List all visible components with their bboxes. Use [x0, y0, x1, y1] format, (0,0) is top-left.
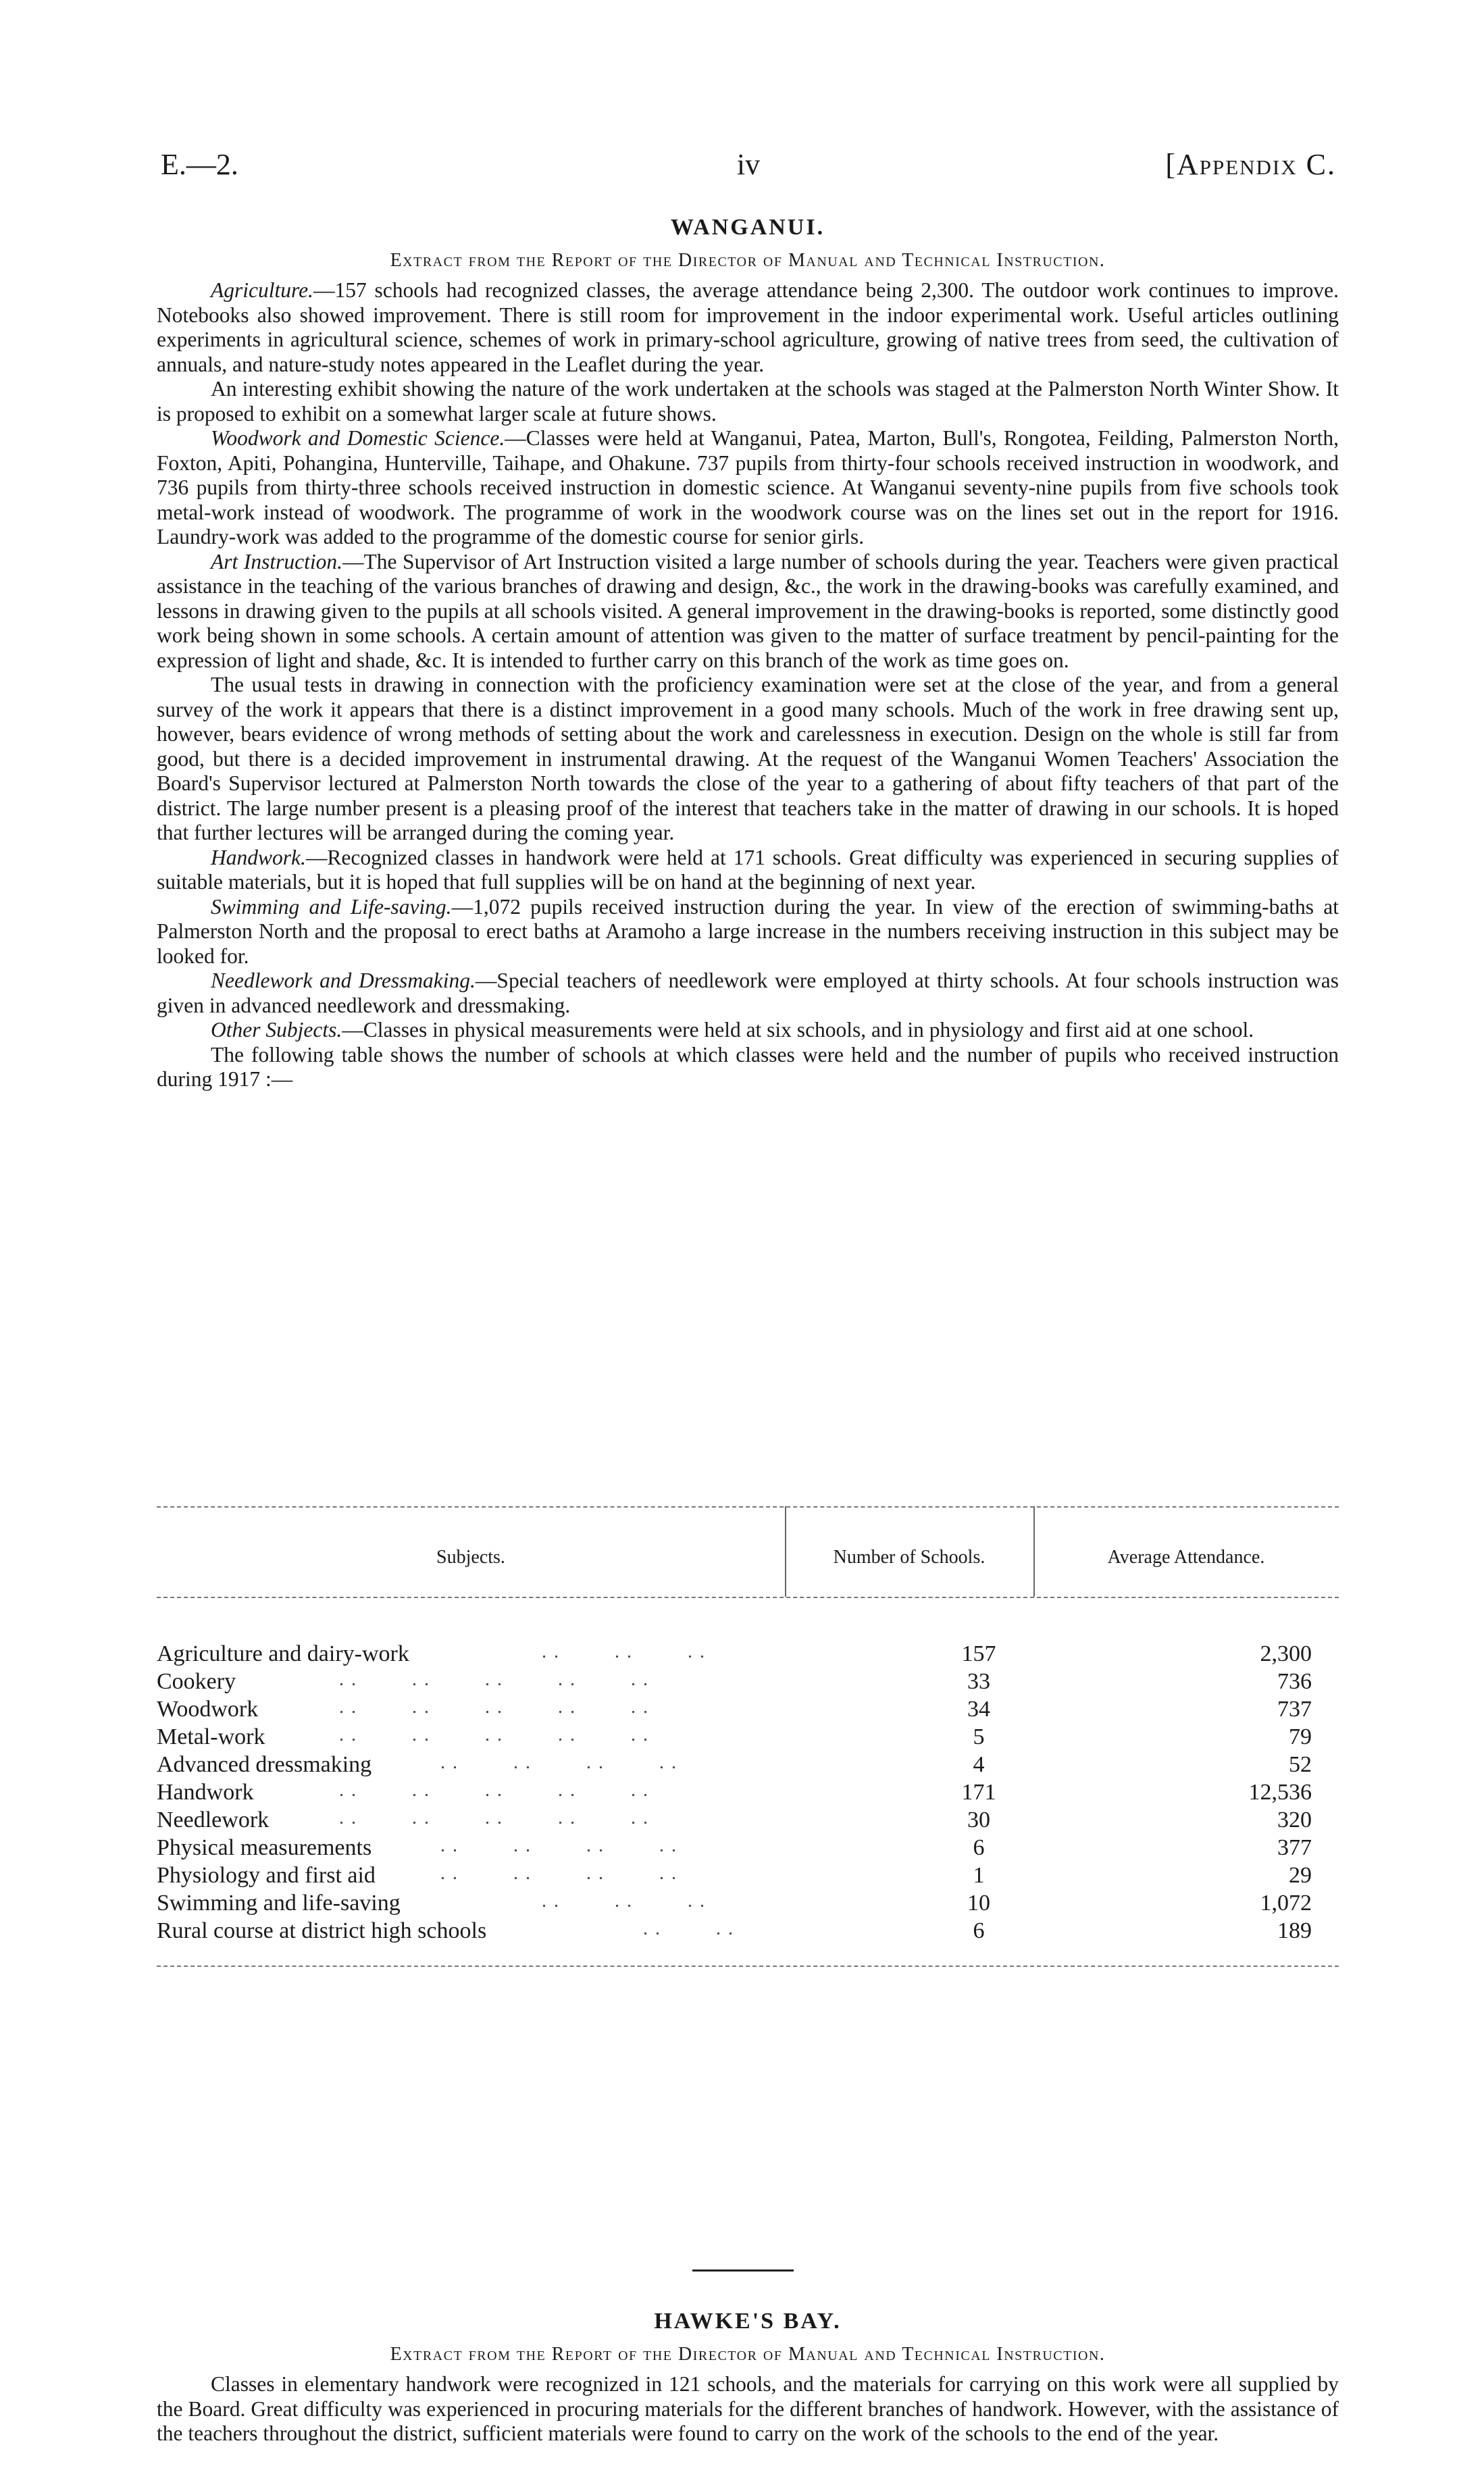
- table-top-rule: [157, 1506, 1339, 1508]
- table-row: [157, 1752, 1339, 1779]
- row-schools: 157: [961, 1641, 996, 1666]
- row-schools: 33: [967, 1669, 990, 1694]
- leader-dots: . . . . . .: [542, 1641, 706, 1662]
- row-attendance: 12,536: [1248, 1780, 1312, 1805]
- paragraph-text: Classes in elementary handwork were recognized in 121 schools, and the materials for carrying on this work were all supplied by the Board. Great difficulty was experienced in procuring materials for the different branches of handwork. However, with the assistance of the teachers throughout the district, sufficient materials were found to carry on the work of the schools to the end of the year.: [157, 2372, 1339, 2445]
- table-row: [157, 1780, 1339, 1807]
- header-average-attendance: Average Attendance.: [1107, 1547, 1265, 1568]
- row-subject: Handwork: [157, 1780, 254, 1805]
- row-attendance: 1,072: [1260, 1891, 1312, 1916]
- row-schools: 171: [961, 1780, 996, 1805]
- paragraph-table-intro: [157, 1043, 1339, 1092]
- paragraph-elementary-handwork: [157, 2372, 1339, 2446]
- paragraph-heading: Woodwork and Domestic Science.: [211, 426, 505, 450]
- row-schools: 4: [973, 1752, 985, 1777]
- hawkes-bay-extract-heading: Extract from the Report of the Director of Manual and Technical Instruction.: [390, 2344, 1106, 2365]
- row-schools: 30: [967, 1807, 990, 1832]
- leader-dots: . . . . . . . .: [440, 1752, 677, 1773]
- page-header: [161, 147, 1336, 188]
- row-subject: Rural course at district high schools: [157, 1918, 487, 1943]
- row-subject: Physiology and first aid: [157, 1863, 376, 1888]
- leader-dots: . . . . . . . .: [440, 1863, 677, 1884]
- paragraph-heading: Swimming and Life-saving.: [211, 894, 452, 919]
- table-row: [157, 1724, 1339, 1751]
- row-attendance: 737: [1277, 1697, 1312, 1722]
- table-header-rule: [157, 1597, 1339, 1598]
- section-separator: [692, 2269, 794, 2272]
- leader-dots: . . . . . . . .: [440, 1835, 677, 1856]
- header-page-number: iv: [736, 148, 761, 181]
- wanganui-extract-heading: Extract from the Report of the Director of Manual and Technical Instruction.: [390, 250, 1106, 271]
- header-number-of-schools: Number of Schools.: [833, 1547, 986, 1568]
- paragraph-exhibit: [157, 377, 1339, 426]
- leader-dots: . . . . . .: [542, 1891, 706, 1911]
- leader-dots: . . . . . . . . . .: [339, 1807, 649, 1828]
- leader-dots: . . . . . . . . . .: [339, 1780, 649, 1801]
- table-row: [157, 1891, 1339, 1918]
- wanganui-section: [157, 215, 1339, 1092]
- paragraph-text: The following table shows the number of schools at which classes were held and the number of pupils who received instruction during 1917 :—: [157, 1042, 1339, 1091]
- table-row: [157, 1807, 1339, 1834]
- paragraph-text: —1,072 pupils received instruction during the year. In view of the erection of swimming-baths at Palmerston North and the proposal to erect baths at Aramoho a large increase in the numbers receiving instruction in this subject may be looked for.: [157, 894, 1339, 968]
- row-subject: Cookery: [157, 1669, 236, 1694]
- header-appendix: [Appendix C.: [1165, 148, 1336, 181]
- table-row: [157, 1669, 1339, 1696]
- leader-dots: . . . . . . . . . .: [339, 1669, 649, 1690]
- table-bottom-rule: [157, 1966, 1339, 1967]
- row-attendance: 736: [1277, 1669, 1312, 1694]
- row-schools: 10: [967, 1891, 990, 1916]
- hawkes-bay-title: HAWKE'S BAY.: [654, 2309, 842, 2334]
- paragraph-heading: Needlework and Dressmaking.: [211, 969, 476, 992]
- hawkes-bay-section: [157, 2309, 1339, 2446]
- paragraph-text: —Recognized classes in handwork were held at 171 schools. Great difficulty was experienced in securing supplies of suitable materials, but it is hoped that full supplies will be on hand at the beginning of next year.: [157, 845, 1339, 894]
- paragraph-text: —Classes in physical measurements were held at six schools, and in physiology and first aid at one school.: [342, 1018, 1254, 1042]
- row-schools: 6: [973, 1918, 985, 1943]
- row-schools: 5: [973, 1724, 985, 1749]
- row-attendance: 377: [1277, 1835, 1312, 1860]
- table-row: [157, 1918, 1339, 1945]
- leader-dots: . . . . . . . . . .: [339, 1724, 649, 1745]
- row-schools: 6: [973, 1835, 985, 1860]
- hawkes-bay-body: [157, 2372, 1339, 2446]
- row-subject: Advanced dressmaking: [157, 1752, 372, 1777]
- leader-dots: . . . . . . . . . .: [339, 1697, 649, 1718]
- paragraph-agriculture: [157, 278, 1339, 377]
- classes-table: [157, 1506, 1339, 1979]
- row-subject: Needlework: [157, 1807, 270, 1832]
- header-subjects: Subjects.: [436, 1547, 505, 1568]
- paragraph-heading: Art Instruction.: [211, 549, 342, 573]
- row-subject: Woodwork: [157, 1697, 259, 1722]
- paragraph-drawing-tests: [157, 673, 1339, 846]
- table-row: [157, 1863, 1339, 1890]
- paragraph-other-subjects: [157, 1018, 1339, 1043]
- paragraph-text: —Special teachers of needlework were employed at thirty schools. At four schools instruction was given in advanced needlework and dressmaking.: [157, 969, 1339, 1017]
- wanganui-title: WANGANUI.: [670, 215, 825, 240]
- row-attendance: 79: [1289, 1724, 1312, 1749]
- row-subject: Swimming and life-saving: [157, 1891, 401, 1916]
- paragraph-text: —157 schools had recognized classes, the average attendance being 2,300. The outdoor work continues to improve. Notebooks also showed improvement. There is still room for improvement in the indoor experimental work. Useful articles outlining experiments in agricultural science, schemes of work in primary-school agriculture, growing of native trees from seed, the cultivation of annuals, and nature-study notes appeared in the Leaflet during the year.: [157, 278, 1339, 376]
- row-attendance: 52: [1289, 1752, 1312, 1777]
- paragraph-text: —Classes were held at Wanganui, Patea, Marton, Bull's, Rongotea, Feilding, Palmerston North, Foxton, Apiti, Pohangina, Hunterville, Taihape, and Ohakune. 737 pupils from thirty-four schools received instruction in woodwork, and 736 pupils from thirty-three schools received instruction in domestic science. At Wanganui seventy-nine pupils from five schools took metal-work instead of woodwork. The programme of work in the woodwork course was on the lines set out in the report for 1916. Laundry-work was added to the programme of the domestic course for senior girls.: [157, 426, 1339, 548]
- paragraph-needlework: [157, 969, 1339, 1018]
- table-row: [157, 1835, 1339, 1862]
- row-subject: Physical measurements: [157, 1835, 372, 1860]
- paragraph-text: The usual tests in drawing in connection with the proficiency examination were set at the close of the year, and from a general survey of the work it appears that there is a distinct improvement in a good many schools. Much of the work in free drawing sent up, however, bears evidence of wrong methods of setting about the work and carelessness in execution. Design on the whole is still far from good, but there is a decided improvement in instrumental drawing. At the request of the Wanganui Women Teachers' Association the Board's Supervisor lectured at Palmerston North towards the close of the year to a gathering of about fifty teachers of that part of the district. The large number present is a pleasing proof of the interest that teachers take in the matter of drawing in our schools. It is hoped that further lectures will be arranged during the coming year.: [157, 673, 1339, 844]
- row-attendance: 2,300: [1260, 1641, 1312, 1666]
- row-attendance: 320: [1277, 1807, 1312, 1832]
- table-row: [157, 1697, 1339, 1724]
- row-schools: 34: [967, 1697, 990, 1722]
- paragraph-text: An interesting exhibit showing the nature of the work undertaken at the schools was staged at the Palmerston North Winter Show. It is proposed to exhibit on a somewhat larger scale at future shows.: [157, 377, 1339, 426]
- paragraph-art-instruction: [157, 550, 1339, 673]
- row-attendance: 29: [1289, 1863, 1312, 1888]
- paragraph-heading: Other Subjects.: [211, 1018, 342, 1042]
- wanganui-body: [157, 278, 1339, 1092]
- paragraph-handwork: [157, 846, 1339, 895]
- paragraph-heading: Agriculture.: [211, 278, 313, 302]
- row-schools: 1: [973, 1863, 985, 1888]
- row-attendance: 189: [1277, 1918, 1312, 1943]
- paragraph-heading: Handwork.: [211, 845, 306, 869]
- header-report-code: E.—2.: [161, 148, 238, 181]
- row-subject: Agriculture and dairy-work: [157, 1641, 409, 1666]
- row-subject: Metal-work: [157, 1724, 265, 1749]
- paragraph-woodwork: [157, 426, 1339, 550]
- table-row: [157, 1641, 1339, 1668]
- leader-dots: . . . .: [643, 1918, 734, 1939]
- paragraph-text: —The Supervisor of Art Instruction visited a large number of schools during the year. Teachers were given practical assistance in the teaching of the various branches of drawing and design, &c., the work in the drawing-books was carefully examined, and lessons in drawing given to the pupils at all schools visited. A general improvement in the drawing-books is reported, some distinctly good work being shown in some schools. A certain amount of attention was given to the matter of surface treatment by pencil-painting for the expression of light and shade, &c. It is intended to further carry on this branch of the work as time goes on.: [157, 549, 1339, 672]
- paragraph-swimming: [157, 895, 1339, 969]
